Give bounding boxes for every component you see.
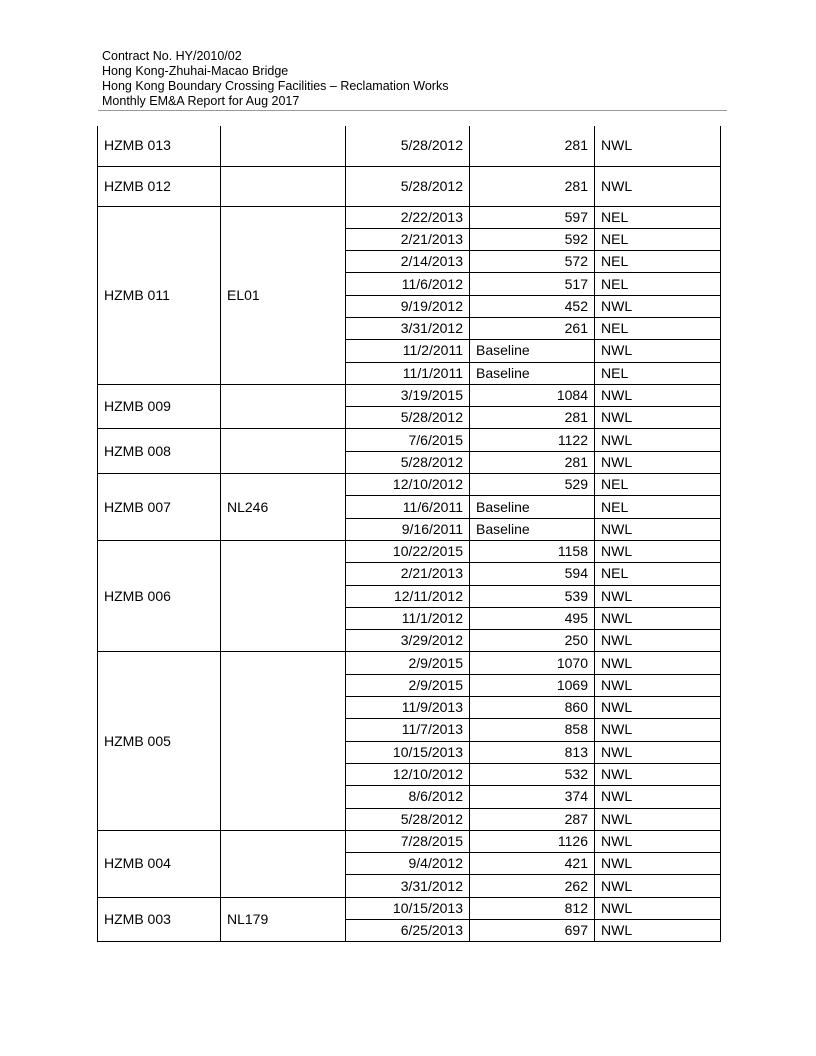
header-works-line: Hong Kong Boundary Crossing Facilities – Reclamation Works [102,79,449,93]
reference-cell [221,126,346,166]
direction-cell: NWL [595,166,721,206]
direction-cell: NWL [595,920,721,942]
date-cell: 5/28/2012 [346,126,470,166]
header-report-line: Monthly EM&A Report for Aug 2017 [102,94,300,108]
value-cell: Baseline [470,518,595,540]
date-cell: 12/10/2012 [346,763,470,785]
direction-cell: NWL [595,830,721,852]
reference-cell [221,830,346,897]
value-cell: 374 [470,786,595,808]
direction-cell: NEL [595,251,721,273]
direction-cell: NWL [595,630,721,652]
date-cell: 11/6/2012 [346,273,470,295]
direction-cell: NEL [595,273,721,295]
station-id-cell: HZMB 013 [98,126,221,166]
direction-cell: NWL [595,808,721,830]
date-cell: 11/2/2011 [346,340,470,362]
value-cell: 1126 [470,830,595,852]
date-cell: 2/9/2015 [346,674,470,696]
reference-cell [221,540,346,651]
records-table-body [98,126,721,942]
direction-cell: NWL [595,897,721,919]
reference-cell: NL246 [221,474,346,541]
date-cell: 5/28/2012 [346,407,470,429]
date-cell: 10/15/2013 [346,741,470,763]
station-id-cell: HZMB 007 [98,474,221,541]
date-cell: 3/31/2012 [346,875,470,897]
reference-cell [221,429,346,474]
direction-cell: NEL [595,206,721,228]
value-cell: 539 [470,585,595,607]
header-divider [98,110,727,111]
direction-cell: NWL [595,295,721,317]
date-cell: 3/19/2015 [346,384,470,406]
value-cell: 572 [470,251,595,273]
station-id-cell: HZMB 008 [98,429,221,474]
value-cell: 517 [470,273,595,295]
value-cell: 262 [470,875,595,897]
date-cell: 2/21/2013 [346,563,470,585]
station-id-cell: HZMB 009 [98,384,221,429]
date-cell: 11/1/2012 [346,607,470,629]
value-cell: 1158 [470,540,595,562]
station-id-cell: HZMB 003 [98,897,221,942]
date-cell: 11/9/2013 [346,697,470,719]
value-cell: 597 [470,206,595,228]
value-cell: 594 [470,563,595,585]
date-cell: 8/6/2012 [346,786,470,808]
date-cell: 12/10/2012 [346,474,470,496]
reference-cell: EL01 [221,206,346,384]
date-cell: 3/29/2012 [346,630,470,652]
date-cell: 6/25/2013 [346,920,470,942]
station-id-cell: HZMB 005 [98,652,221,830]
value-cell: 281 [470,451,595,473]
value-cell: 1069 [470,674,595,696]
station-id-cell: HZMB 006 [98,540,221,651]
direction-cell: NEL [595,474,721,496]
value-cell: 281 [470,166,595,206]
direction-cell: NEL [595,317,721,339]
value-cell: Baseline [470,340,595,362]
date-cell: 5/28/2012 [346,808,470,830]
direction-cell: NWL [595,674,721,696]
direction-cell: NWL [595,607,721,629]
date-cell: 3/31/2012 [346,317,470,339]
table-row [98,384,721,406]
date-cell: 10/22/2015 [346,540,470,562]
value-cell: 1070 [470,652,595,674]
direction-cell: NWL [595,518,721,540]
value-cell: 495 [470,607,595,629]
direction-cell: NWL [595,652,721,674]
value-cell: 858 [470,719,595,741]
date-cell: 9/19/2012 [346,295,470,317]
station-id-cell: HZMB 011 [98,206,221,384]
date-cell: 5/28/2012 [346,166,470,206]
value-cell: 697 [470,920,595,942]
direction-cell: NWL [595,741,721,763]
direction-cell: NWL [595,585,721,607]
direction-cell: NEL [595,563,721,585]
reference-cell [221,652,346,830]
station-id-cell: HZMB 004 [98,830,221,897]
direction-cell: NWL [595,340,721,362]
value-cell: 250 [470,630,595,652]
direction-cell: NWL [595,451,721,473]
direction-cell: NEL [595,362,721,384]
date-cell: 2/21/2013 [346,228,470,250]
direction-cell: NWL [595,126,721,166]
value-cell: 261 [470,317,595,339]
value-cell: 287 [470,808,595,830]
reference-cell [221,166,346,206]
value-cell: Baseline [470,362,595,384]
reference-cell [221,384,346,429]
header-contract-line: Contract No. HY/2010/02 [102,49,242,63]
direction-cell: NWL [595,697,721,719]
page-header [102,49,727,109]
table-row [98,897,721,919]
station-id-cell: HZMB 012 [98,166,221,206]
value-cell: 281 [470,126,595,166]
date-cell: 12/11/2012 [346,585,470,607]
reference-cell: NL179 [221,897,346,942]
date-cell: 5/28/2012 [346,451,470,473]
date-cell: 9/4/2012 [346,853,470,875]
direction-cell: NWL [595,719,721,741]
table-row [98,830,721,852]
table-row [98,126,721,166]
table-row [98,540,721,562]
value-cell: 1084 [470,384,595,406]
date-cell: 2/9/2015 [346,652,470,674]
value-cell: Baseline [470,496,595,518]
date-cell: 11/7/2013 [346,719,470,741]
direction-cell: NEL [595,228,721,250]
value-cell: 421 [470,853,595,875]
date-cell: 7/6/2015 [346,429,470,451]
date-cell: 2/14/2013 [346,251,470,273]
value-cell: 812 [470,897,595,919]
date-cell: 11/6/2011 [346,496,470,518]
table-row [98,652,721,674]
direction-cell: NWL [595,763,721,785]
value-cell: 529 [470,474,595,496]
date-cell: 9/16/2011 [346,518,470,540]
header-project-line: Hong Kong-Zhuhai-Macao Bridge [102,64,289,78]
direction-cell: NWL [595,384,721,406]
direction-cell: NWL [595,786,721,808]
value-cell: 452 [470,295,595,317]
date-cell: 7/28/2015 [346,830,470,852]
date-cell: 2/22/2013 [346,206,470,228]
date-cell: 11/1/2011 [346,362,470,384]
date-cell: 10/15/2013 [346,897,470,919]
value-cell: 532 [470,763,595,785]
value-cell: 860 [470,697,595,719]
table-row [98,429,721,451]
value-cell: 281 [470,407,595,429]
table-row [98,166,721,206]
value-cell: 592 [470,228,595,250]
value-cell: 1122 [470,429,595,451]
records-table [97,126,721,942]
direction-cell: NWL [595,407,721,429]
table-row [98,206,721,228]
direction-cell: NWL [595,429,721,451]
direction-cell: NWL [595,853,721,875]
value-cell: 813 [470,741,595,763]
direction-cell: NEL [595,496,721,518]
direction-cell: NWL [595,875,721,897]
direction-cell: NWL [595,540,721,562]
table-row [98,474,721,496]
